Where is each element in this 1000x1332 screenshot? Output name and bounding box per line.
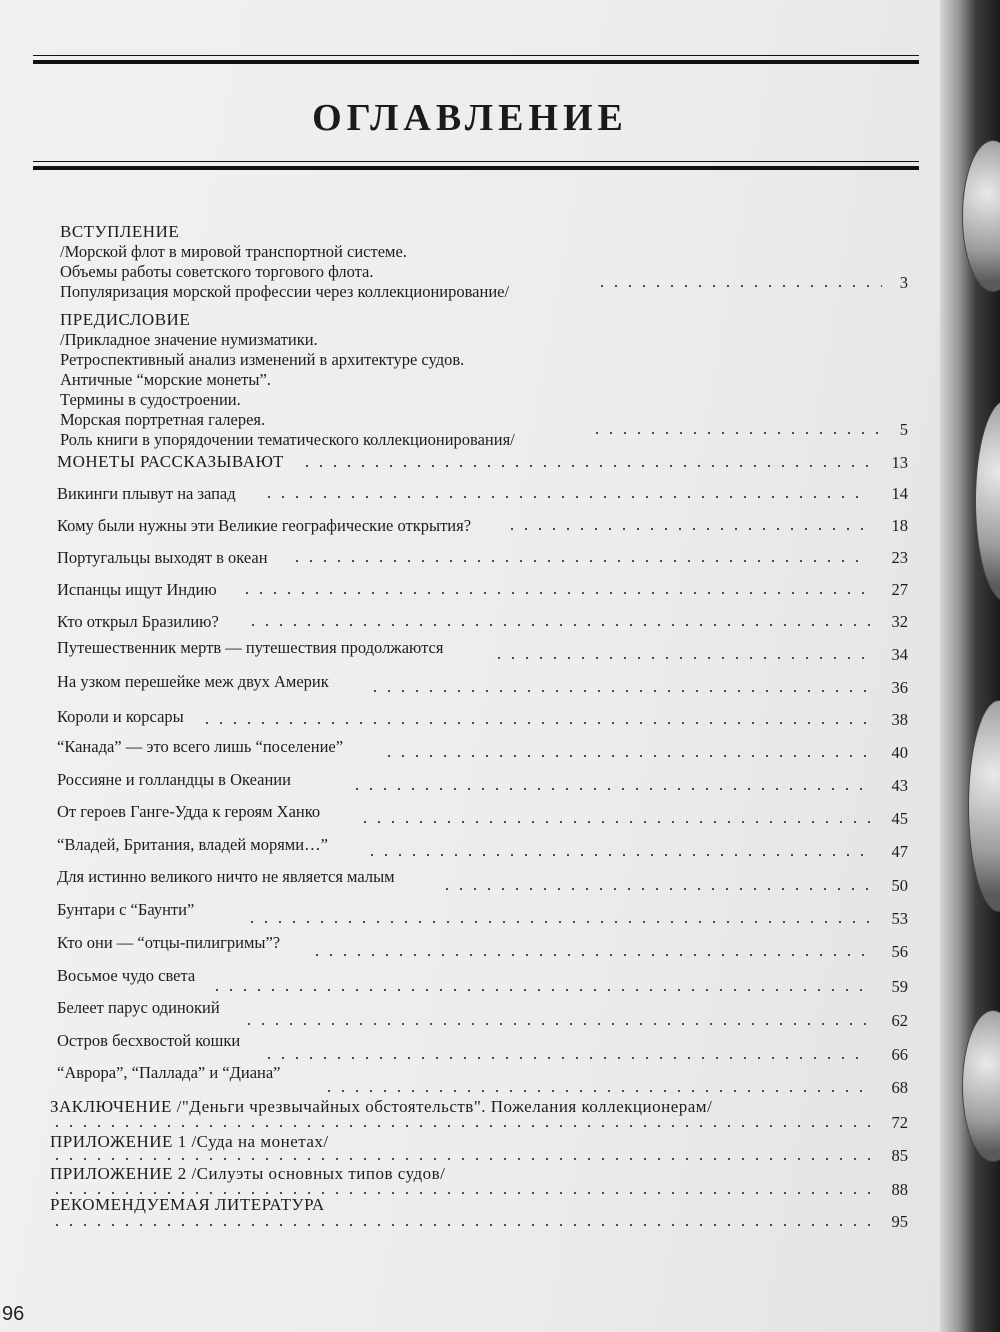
toc-entry-title: ПРИЛОЖЕНИЕ 1 /Суда на монетах/ [50,1132,329,1151]
toc-leader-dots [245,921,870,923]
toc-entry-subtitle: Роль книги в упорядочении тематического коллекционирования/ [60,430,515,449]
toc-leader-dots [50,1125,870,1127]
toc-page-number: 18 [891,516,908,535]
toc-page-number: 85 [891,1146,908,1165]
toc-leader-dots [595,285,882,287]
toc-leader-dots [50,1158,870,1160]
toc-page-number: 72 [891,1113,908,1132]
toc-page-number: 13 [891,453,908,472]
toc-leader-dots [310,954,870,956]
toc-entry-subtitle: Ретроспективный анализ изменений в архитектуре судов. [60,350,465,369]
toc-entry-title: “Аврора”, “Паллада” и “Диана” [57,1063,281,1082]
toc-entry-title: ЗАКЛЮЧЕНИЕ /"Деньги чрезвычайных обстоятельств". Пожелания коллекционерам/ [50,1097,713,1116]
toc-leader-dots [50,1192,870,1194]
toc-page-number: 50 [891,876,908,895]
toc-entry-subtitle: Популяризация морской профессии через коллекционирование/ [60,282,510,301]
toc-page-number: 56 [891,942,908,961]
toc-entry-title: Россияне и голландцы в Океании [57,770,291,789]
toc-page-number: 95 [891,1212,908,1231]
toc-leader-dots [350,788,870,790]
toc-leader-dots [440,888,870,890]
toc-entry-subtitle: Античные “морские монеты”. [60,370,271,389]
toc-leader-dots [492,657,870,659]
toc-leader-dots [505,528,870,530]
toc-page-number: 32 [891,612,908,631]
toc-leader-dots [210,989,870,991]
toc-entry-title: На узком перешейке меж двух Америк [57,672,329,691]
toc-leader-dots [262,1057,870,1059]
toc-page-number: 68 [891,1078,908,1097]
toc-page-number: 40 [891,743,908,762]
toc-leader-dots [50,1224,870,1226]
toc-entry-title: ВСТУПЛЕНИЕ [60,222,180,241]
toc-leader-dots [358,821,870,823]
toc-page-number: 47 [891,842,908,861]
toc-entry-title: РЕКОМЕНДУЕМАЯ ЛИТЕРАТУРА [50,1195,325,1214]
toc-page-number: 88 [891,1180,908,1199]
toc-leader-dots [242,1023,870,1025]
toc-entry-title: Кто открыл Бразилию? [57,612,219,631]
toc-entry-subtitle: Морская портретная галерея. [60,410,266,429]
toc-page-number: 45 [891,809,908,828]
toc-leader-dots [590,432,882,434]
toc-entry-title: Кому были нужны эти Великие географические открытия? [57,516,472,535]
toc-leader-dots [322,1090,870,1092]
toc-entry-title: Короли и корсары [57,707,184,726]
toc-page-number: 62 [891,1011,908,1030]
toc-entry-title: Восьмое чудо света [57,966,196,985]
toc-entry-subtitle: /Морской флот в мировой транспортной системе. [60,242,407,261]
toc-leader-dots [290,560,870,562]
toc-page-number: 23 [891,548,908,567]
toc-entry-title: “Владей, Британия, владей морями…” [57,835,328,854]
toc-entry-title: Викинги плывут на запад [57,484,236,503]
toc-entry-title: Белеет парус одинокий [57,998,220,1017]
toc-page-number: 5 [899,420,908,439]
toc-entry-title: ПРИЛОЖЕНИЕ 2 /Силуэты основных типов судов/ [50,1164,446,1183]
toc-page-number: 38 [891,710,908,729]
toc-leader-dots [300,465,870,467]
toc-page-number: 14 [891,484,908,503]
page-number: 96 [2,1303,25,1325]
toc-entry-title: Испанцы ищут Индию [57,580,217,599]
toc-entry-title: От героев Ганге-Удда к героям Ханко [57,802,321,821]
toc-page-number: 36 [891,678,908,697]
toc-page-number: 3 [899,273,908,292]
toc-leader-dots [365,854,870,856]
toc-page-number: 27 [891,580,908,599]
toc-page-number: 66 [891,1045,908,1064]
toc-entry-subtitle: /Прикладное значение нумизматики. [60,330,318,349]
toc-entry-subtitle: Термины в судостроении. [60,390,241,409]
toc-page-number: 59 [891,977,908,996]
toc-entry-title: ПРЕДИСЛОВИЕ [60,310,191,329]
toc-leader-dots [200,722,870,724]
toc-entry-title: Путешественник мертв — путешествия продолжаются [57,638,444,657]
toc-page-number: 34 [891,645,908,664]
toc-entry-title: Кто они — “отцы-пилигримы”? [57,933,281,952]
toc-entry-title: Португальцы выходят в океан [57,548,268,567]
toc-entry-title: МОНЕТЫ РАССКАЗЫВАЮТ [57,452,284,471]
toc-page-number: 53 [891,909,908,928]
page-title: ОГЛАВЛЕНИЕ [312,97,628,139]
toc-entry-title: Для истинно великого ничто не является малым [57,867,395,886]
toc-entry-subtitle: Объемы работы советского торгового флота. [60,262,374,281]
toc-leader-dots [368,690,870,692]
toc-leader-dots [262,496,870,498]
toc-leader-dots [382,755,870,757]
toc-leader-dots [246,624,870,626]
toc-page-number: 43 [891,776,908,795]
toc-leader-dots [240,592,870,594]
toc-entry-title: “Канада” — это всего лишь “поселение” [57,737,344,756]
toc-entry-title: Остров бесхвостой кошки [57,1031,241,1050]
toc-entry-title: Бунтари с “Баунти” [57,900,195,919]
